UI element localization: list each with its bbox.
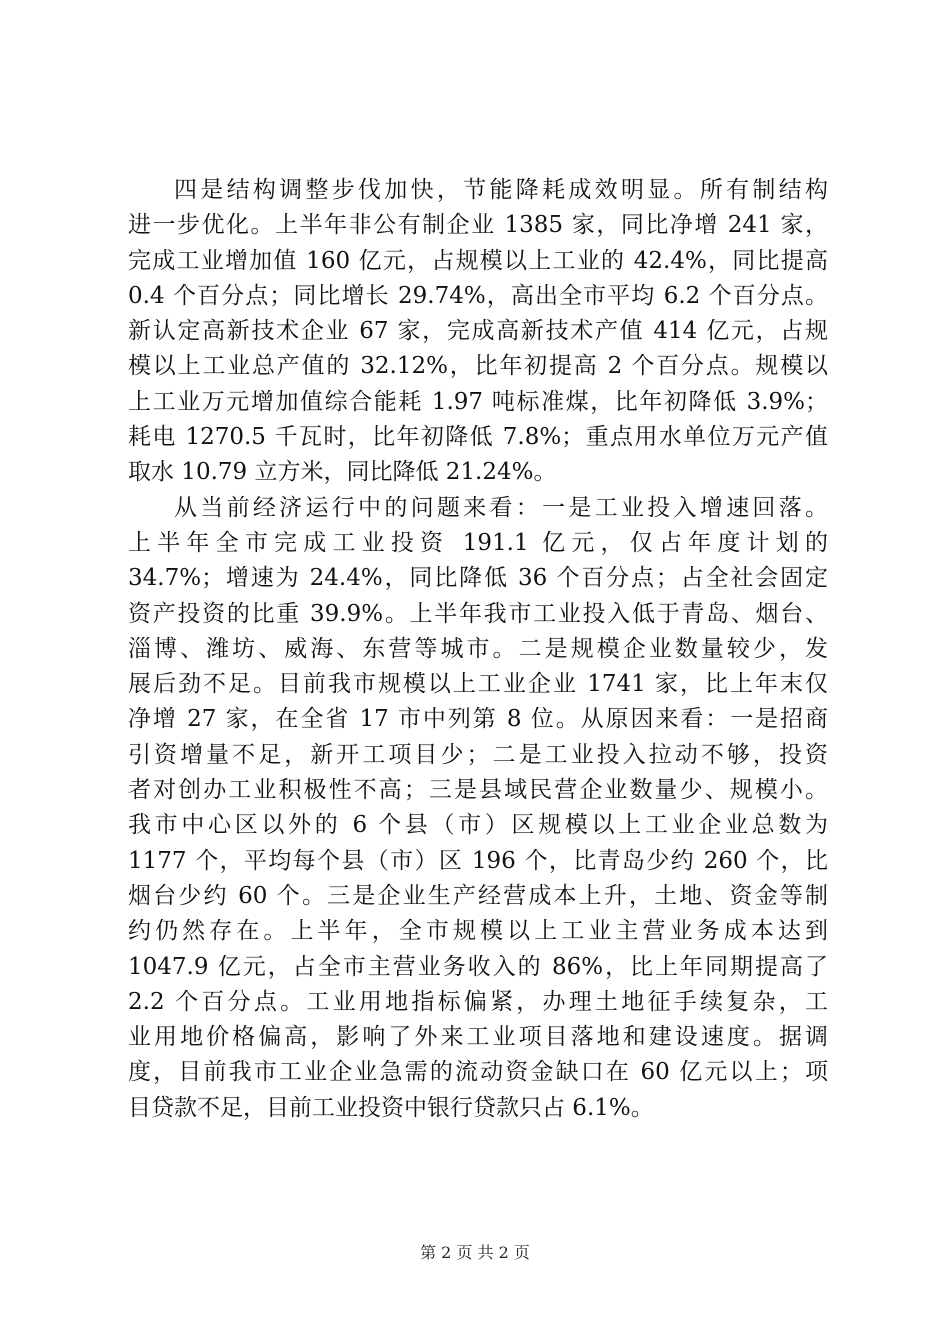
text-line: 者对创办工业积极性不高；三是县域民营企业数量少、规模小。 bbox=[128, 777, 828, 804]
text-line: 烟台少约 60 个。三是企业生产经营成本上升，土地、资金等制 bbox=[128, 882, 828, 909]
text-line: 约仍然存在。上半年，全市规模以上工业主营业务成本达到 bbox=[128, 918, 828, 945]
text-line: 0.4 个百分点；同比增长 29.74%，高出全市平均 6.2 个百分点。 bbox=[128, 282, 828, 309]
text-line: 四是结构调整步伐加快，节能降耗成效明显。所有制结构 bbox=[174, 177, 828, 203]
text-line: 34.7%；增速为 24.4%，同比降低 36 个百分点；占全社会固定 bbox=[128, 565, 828, 592]
page-number-footer: 第 2 页 共 2 页 bbox=[420, 1243, 530, 1262]
text-line: 我市中心区以外的 6 个县（市）区规模以上工业企业总数为 bbox=[128, 812, 828, 839]
paragraph-current-problems bbox=[128, 491, 828, 1126]
text-line: 模以上工业总产值的 32.12%，比年初提高 2 个百分点。规模以 bbox=[128, 353, 828, 380]
text-line: 净增 27 家，在全省 17 市中列第 8 位。从原因来看：一是招商 bbox=[128, 706, 828, 733]
text-line: 1177 个，平均每个县（市）区 196 个，比青岛少约 260 个，比 bbox=[128, 847, 828, 874]
text-line: 2.2 个百分点。工业用地指标偏紧，办理土地征手续复杂，工 bbox=[128, 988, 828, 1015]
text-line: 进一步优化。上半年非公有制企业 1385 家，同比净增 241 家， bbox=[128, 212, 828, 239]
text-line: 资产投资的比重 39.9%。上半年我市工业投入低于青岛、烟台、 bbox=[128, 600, 828, 627]
text-line: 完成工业增加值 160 亿元，占规模以上工业的 42.4%，同比提高 bbox=[128, 247, 828, 274]
text-line: 引资增量不足，新开工项目少；二是工业投入拉动不够，投资 bbox=[128, 741, 828, 768]
text-line: 1047.9 亿元，占全市主营业务收入的 86%，比上年同期提高了 bbox=[128, 953, 828, 980]
text-line: 展后劲不足。目前我市规模以上工业企业 1741 家，比上年末仅 bbox=[128, 671, 828, 698]
text-line: 耗电 1270.5 千瓦时，比年初降低 7.8%；重点用水单位万元产值 bbox=[128, 424, 828, 451]
document-body bbox=[128, 173, 828, 1126]
paragraph-structure-adjustment bbox=[128, 173, 828, 491]
text-line: 从当前经济运行中的问题来看：一是工业投入增速回落。 bbox=[174, 494, 828, 521]
text-line: 淄博、潍坊、威海、东营等城市。二是规模企业数量较少，发 bbox=[128, 635, 828, 662]
text-line: 上工业万元增加值综合能耗 1.97 吨标准煤，比年初降低 3.9%； bbox=[128, 388, 828, 415]
text-line: 取水 10.79 立方米，同比降低 21.24%。 bbox=[128, 459, 557, 486]
text-line: 度，目前我市工业企业急需的流动资金缺口在 60 亿元以上；项 bbox=[128, 1059, 828, 1086]
text-line: 目贷款不足，目前工业投资中银行贷款只占 6.1%。 bbox=[128, 1094, 654, 1121]
text-line: 新认定高新技术企业 67 家，完成高新技术产值 414 亿元，占规 bbox=[128, 318, 828, 345]
text-line: 上半年全市完成工业投资 191.1 亿元，仅占年度计划的 bbox=[128, 529, 828, 556]
text-line: 业用地价格偏高，影响了外来工业项目落地和建设速度。据调 bbox=[128, 1024, 828, 1051]
